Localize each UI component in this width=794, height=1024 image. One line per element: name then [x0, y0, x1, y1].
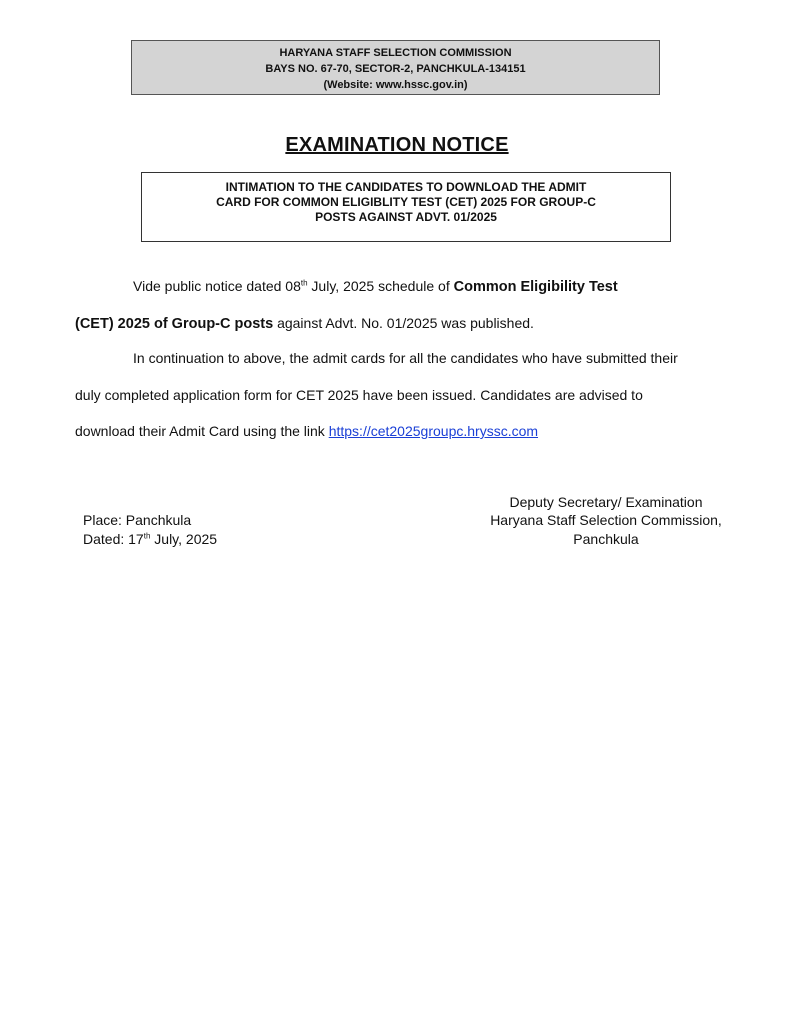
para2-link-intro: download their Admit Card using the link — [75, 423, 329, 439]
header-box — [131, 40, 660, 95]
admit-card-link[interactable]: https://cet2025groupc.hryssc.com — [328, 423, 539, 439]
signature-designation: Deputy Secretary/ Examination — [509, 494, 703, 510]
para2-line3 — [75, 422, 538, 440]
dated-superscript: th — [143, 531, 151, 541]
commission-name: HARYANA STAFF SELECTION COMMISSION — [279, 47, 512, 59]
dated — [83, 530, 217, 548]
commission-website: (Website: www.hssc.gov.in) — [323, 79, 468, 91]
para1-text-mid: July, 2025 schedule of — [307, 278, 454, 294]
subject-box — [141, 172, 671, 242]
para2-line1: In continuation to above, the admit cards for all the candidates who have submitted their — [133, 350, 678, 366]
para1-text-start: Vide public notice dated 08 — [133, 278, 301, 294]
subject-line-2: CARD FOR COMMON ELIGIBLITY TEST (CET) 2025 FOR GROUP-C — [216, 195, 596, 209]
subject-line-1: INTIMATION TO THE CANDIDATES TO DOWNLOAD THE ADMIT — [225, 180, 587, 194]
dated-text: Dated: 17 — [83, 531, 144, 547]
para1-line1 — [133, 277, 618, 296]
signature-org: Haryana Staff Selection Commission, — [490, 512, 722, 528]
para1-superscript: th — [300, 278, 308, 288]
subject-line-3: POSTS AGAINST ADVT. 01/2025 — [315, 210, 497, 224]
page-title: EXAMINATION NOTICE — [285, 134, 509, 156]
para1-line2 — [75, 314, 534, 333]
para1-text-end: against Advt. No. 01/2025 was published. — [273, 315, 534, 331]
para1-bold-group: (CET) 2025 of Group-C posts — [75, 316, 274, 332]
para1-bold-cet: Common Eligibility Test — [453, 279, 618, 295]
commission-address: BAYS NO. 67-70, SECTOR-2, PANCHKULA-134151 — [265, 63, 526, 75]
dated-text-end: July, 2025 — [150, 531, 218, 547]
place: Place: Panchkula — [83, 512, 192, 528]
para2-line2: duly completed application form for CET 2025 have been issued. Candidates are advised to — [75, 387, 643, 403]
signature-city: Panchkula — [573, 531, 639, 547]
